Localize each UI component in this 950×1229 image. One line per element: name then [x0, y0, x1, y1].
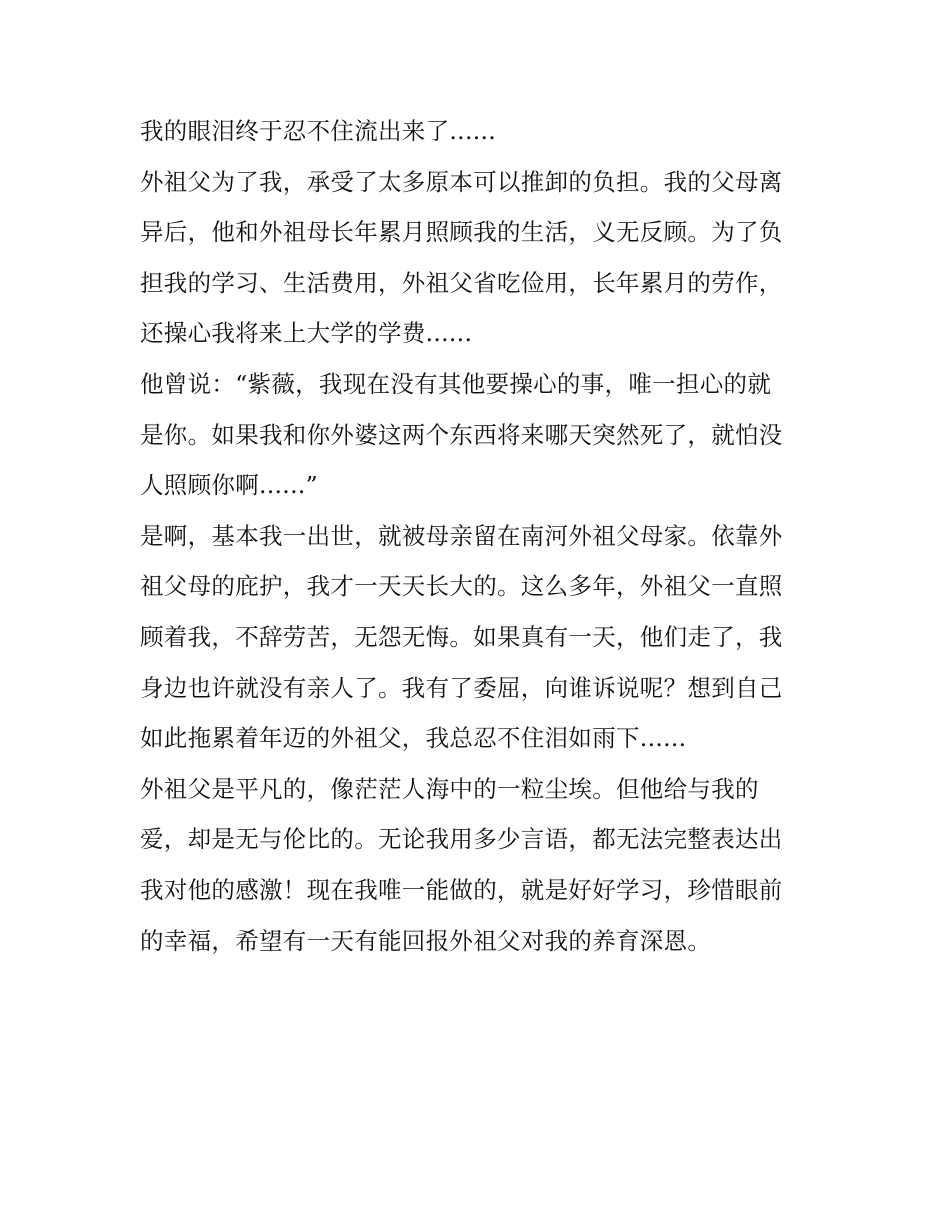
text-line: 是啊，基本我一出世，就被母亲留在南河外祖父母家。依靠外 — [140, 521, 783, 550]
document-body — [140, 106, 820, 966]
text-line: 的幸福，希望有一天有能回报外祖父对我的养育深恩。 — [140, 926, 712, 955]
text-line: 是你。如果我和你外婆这两个东西将来哪天突然死了，就怕没 — [140, 420, 783, 449]
text-line: 身边也许就没有亲人了。我有了委屈，向谁诉说呢？想到自己 — [140, 673, 783, 702]
text-line: 祖父母的庇护，我才一天天长大的。这么多年，外祖父一直照 — [140, 572, 783, 601]
text-line: 顾着我，不辞劳苦，无怨无悔。如果真有一天，他们走了，我 — [140, 622, 783, 651]
text-line: 担我的学习、生活费用，外祖父省吃俭用，长年累月的劳作， — [140, 268, 783, 297]
text-line: 还操心我将来上大学的学费...... — [140, 319, 473, 348]
text-line: 人照顾你啊......” — [140, 471, 318, 500]
text-line: 爱，却是无与伦比的。无论我用多少言语，都无法完整表达出 — [140, 825, 783, 854]
text-line: 外祖父为了我，承受了太多原本可以推卸的负担。我的父母离 — [140, 167, 783, 196]
text-line: 我对他的感激！现在我唯一能做的，就是好好学习，珍惜眼前 — [140, 875, 783, 904]
text-line: 外祖父是平凡的，像茫茫人海中的一粒尘埃。但他给与我的 — [140, 774, 759, 803]
text-line: 如此拖累着年迈的外祖父，我总忍不住泪如雨下...... — [140, 724, 687, 753]
text-line: 他曾说：“紫薇，我现在没有其他要操心的事，唯一担心的就 — [140, 369, 772, 398]
text-line: 异后，他和外祖母长年累月照顾我的生活，义无反顾。为了负 — [140, 218, 783, 247]
text-line: 我的眼泪终于忍不住流出来了...... — [140, 117, 497, 145]
